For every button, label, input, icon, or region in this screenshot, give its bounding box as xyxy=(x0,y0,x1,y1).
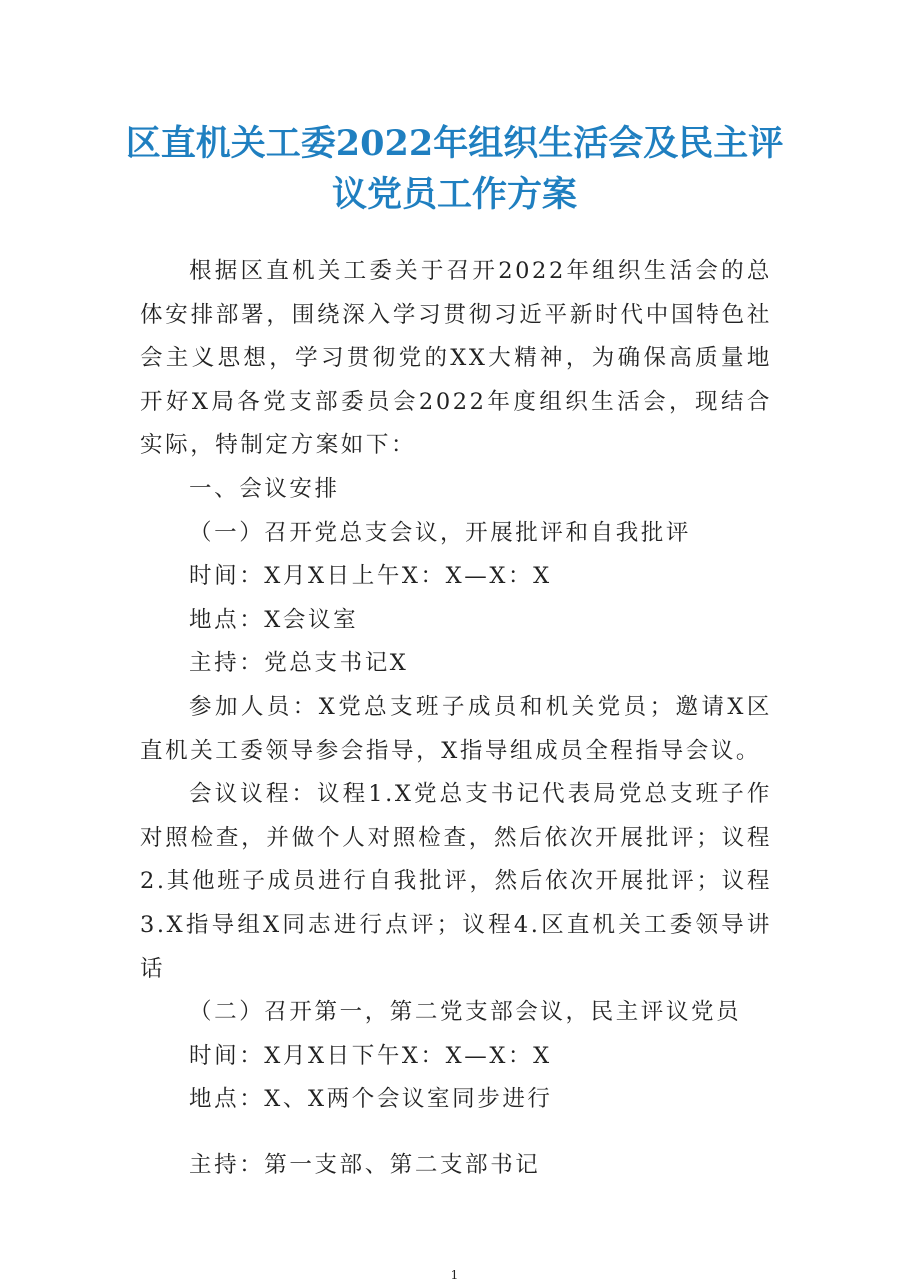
paragraph-time-1: 时间：X月X日上午X：X—X：X xyxy=(189,563,552,590)
paragraph-location-2: 地点：X、X两个会议室同步进行 xyxy=(189,1086,553,1113)
title-line-2: 议党员工作方案 xyxy=(331,174,577,215)
subheading-general-branch-meeting: （一）召开党总支会议，开展批评和自我批评 xyxy=(189,519,692,546)
document-body xyxy=(140,250,772,1187)
heading-meeting-arrangement: 一、会议安排 xyxy=(189,475,340,502)
paragraph-intro: 根据区直机关工委关于召开2022年组织生活会的总体安排部署，围绕深入学习贯彻习近平新时代中国特色社会主义思想，学习贯彻党的XX大精神，为确保高质量地开好X局各党支部委员会2022年度组织生活会，现结合实际，特制定方案如下： xyxy=(140,258,772,459)
paragraph-host-2: 主持：第一支部、第二支部书记 xyxy=(189,1151,541,1178)
subheading-branch-meetings: （二）召开第一，第二党支部会议，民主评议党员 xyxy=(189,999,742,1026)
paragraph-time-2: 时间：X月X日下午X：X—X：X xyxy=(189,1042,552,1069)
paragraph-agenda: 会议议程：议程1.X党总支书记代表局党总支班子作对照检查，并做个人对照检查，然后依次开展批评；议程2.其他班子成员进行自我批评，然后依次开展批评；议程3.X指导组X同志进行点评；议程4.区直机关工委领导讲话 xyxy=(140,781,772,982)
paragraph-location-1: 地点：X会议室 xyxy=(189,606,359,633)
title-line-1: 区直机关工委2022年组织生活会及民主评 xyxy=(125,123,784,164)
paragraph-host-1: 主持：党总支书记X xyxy=(189,650,409,677)
document-title xyxy=(120,118,789,220)
page-number: 1 xyxy=(450,1268,459,1282)
paragraph-attendees: 参加人员：X党总支班子成员和机关党员；邀请X区直机关工委领导参会指导，X指导组成员全程指导会议。 xyxy=(140,693,772,764)
